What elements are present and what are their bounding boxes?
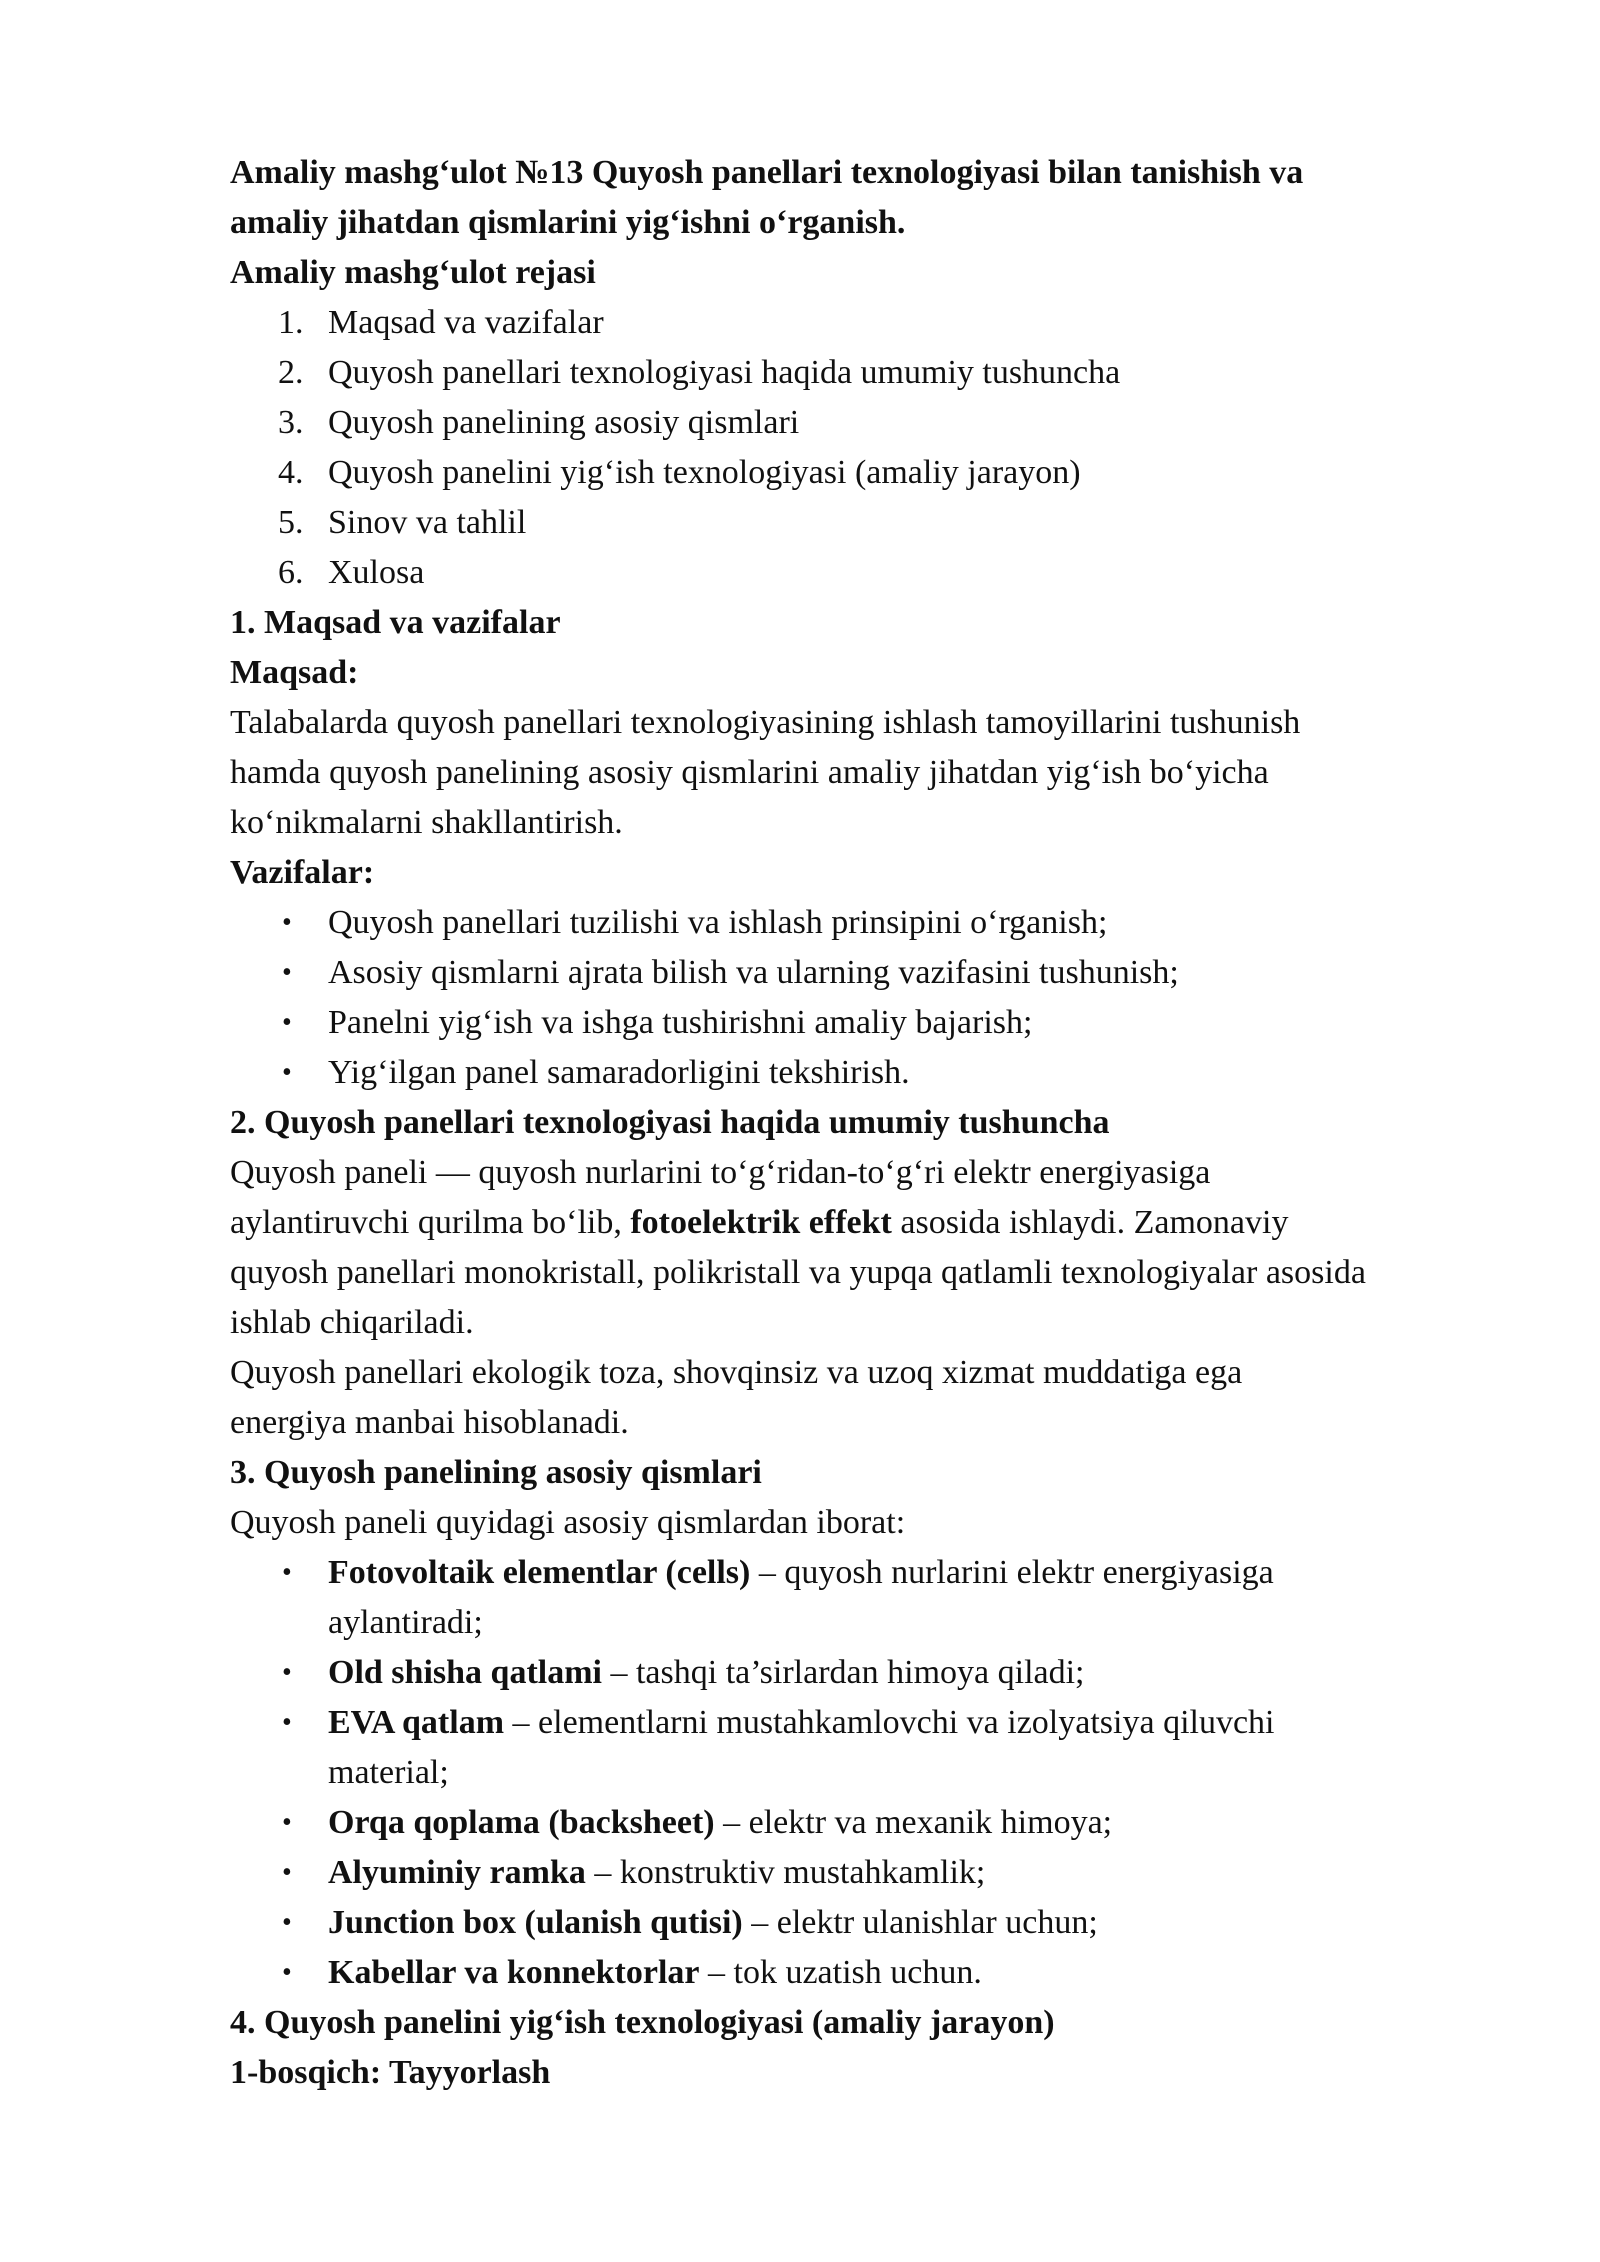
part-description-cont: material; (328, 1754, 449, 1791)
list-item (230, 1548, 1520, 1648)
bullet-icon: • (282, 957, 292, 988)
list-item-text: Quyosh panellari tuzilishi va ishlash prinsipini o‘rganish; (328, 904, 1108, 941)
list-item (230, 1048, 1520, 1098)
list-item (230, 1698, 1520, 1798)
document-title-line-2: amaliy jihatdan qismlarini yig‘ishni o‘rganish. (230, 204, 906, 241)
paragraph-line: quyosh panellari monokristall, polikristall va yupqa qatlamli texnologiyalar asosida (230, 1254, 1366, 1291)
bullet-icon: • (282, 1857, 292, 1888)
paragraph-line: Quyosh paneli — quyosh nurlarini to‘g‘ridan-to‘g‘ri elektr energiyasiga (230, 1154, 1211, 1191)
part-description: – konstruktiv mustahkamlik; (585, 1854, 986, 1891)
part-term: Kabellar va konnektorlar (328, 1954, 700, 1991)
list-item (230, 898, 1520, 948)
document-page (230, 148, 1520, 2098)
list-item (230, 1798, 1520, 1848)
paragraph-text: aylantiruvchi qurilma bo‘lib, (230, 1204, 631, 1241)
parts-list (230, 1548, 1520, 1998)
paragraph-line: ishlab chiqariladi. (230, 1304, 474, 1341)
part-description: – quyosh nurlarini elektr energiyasiga (750, 1554, 1274, 1591)
list-number: 5. (278, 504, 304, 541)
list-item-text: Asosiy qismlarni ajrata bilish va ularning vazifasini tushunish; (328, 954, 1179, 991)
bullet-icon: • (282, 1807, 292, 1838)
paragraph-line: energiya manbai hisoblanadi. (230, 1404, 629, 1441)
part-description: – tashqi ta’sirlardan himoya qiladi; (601, 1654, 1085, 1691)
part-term: Junction box (ulanish qutisi) (328, 1904, 743, 1941)
tasks-label: Vazifalar: (230, 854, 375, 891)
part-description: – elektr va mexanik himoya; (714, 1804, 1113, 1841)
list-item-text: Sinov va tahlil (328, 504, 527, 541)
list-item-text: Quyosh panelini yig‘ish texnologiyasi (amaliy jarayon) (328, 454, 1081, 491)
list-item (230, 398, 1520, 448)
list-item-text: Quyosh panelining asosiy qismlari (328, 404, 800, 441)
list-number: 2. (278, 354, 304, 391)
section-3-heading: 3. Quyosh panelining asosiy qismlari (230, 1454, 762, 1491)
list-item (230, 1898, 1520, 1948)
list-item (230, 348, 1520, 398)
bullet-icon: • (282, 1907, 292, 1938)
bullet-icon: • (282, 1057, 292, 1088)
list-item-text: Xulosa (328, 554, 425, 591)
list-number: 3. (278, 404, 304, 441)
list-item (230, 548, 1520, 598)
section-2-heading: 2. Quyosh panellari texnologiyasi haqida umumiy tushuncha (230, 1104, 1110, 1141)
bullet-icon: • (282, 907, 292, 938)
section-3-intro: Quyosh paneli quyidagi asosiy qismlardan iborat: (230, 1504, 906, 1541)
part-description: – elektr ulanishlar uchun; (742, 1904, 1098, 1941)
part-term: Alyuminiy ramka (328, 1854, 586, 1891)
bullet-icon: • (282, 1557, 292, 1588)
step-1-heading: 1-bosqich: Tayyorlash (230, 2054, 551, 2091)
list-item-text: Quyosh panellari texnologiyasi haqida umumiy tushuncha (328, 354, 1121, 391)
part-term: Fotovoltaik elementlar (cells) (328, 1554, 751, 1591)
paragraph-line: Quyosh panellari ekologik toza, shovqinsiz va uzoq xizmat muddatiga ega (230, 1354, 1243, 1391)
goal-text-line: ko‘nikmalarni shakllantirish. (230, 804, 623, 841)
part-term: EVA qatlam (328, 1704, 505, 1741)
list-item (230, 1648, 1520, 1698)
list-item (230, 998, 1520, 1048)
part-term: Old shisha qatlami (328, 1654, 602, 1691)
plan-heading: Amaliy mashg‘ulot rejasi (230, 254, 596, 291)
list-item (230, 1948, 1520, 1998)
section-4-heading: 4. Quyosh panelini yig‘ish texnologiyasi (amaliy jarayon) (230, 2004, 1055, 2041)
goal-text-line: hamda quyosh panelining asosiy qismlarini amaliy jihatdan yig‘ish bo‘yicha (230, 754, 1269, 791)
paragraph-line (230, 1198, 1520, 1248)
section-1-heading: 1. Maqsad va vazifalar (230, 604, 561, 641)
paragraph-text: asosida ishlaydi. Zamonaviy (891, 1204, 1289, 1241)
bullet-icon: • (282, 1957, 292, 1988)
list-item (230, 948, 1520, 998)
list-number: 4. (278, 454, 304, 491)
list-item-text: Maqsad va vazifalar (328, 304, 604, 341)
list-item-text: Panelni yig‘ish va ishga tushirishni amaliy bajarish; (328, 1004, 1033, 1041)
part-description: – tok uzatish uchun. (699, 1954, 982, 1991)
bullet-icon: • (282, 1707, 292, 1738)
list-item (230, 498, 1520, 548)
list-item (230, 1848, 1520, 1898)
list-item (230, 298, 1520, 348)
part-term: Orqa qoplama (backsheet) (328, 1804, 715, 1841)
document-title-line-1: Amaliy mashg‘ulot №13 Quyosh panellari texnologiyasi bilan tanishish va (230, 154, 1304, 191)
list-number: 6. (278, 554, 304, 591)
list-item (230, 448, 1520, 498)
goal-label: Maqsad: (230, 654, 359, 691)
part-description: – elementlarni mustahkamlovchi va izolyatsiya qiluvchi (504, 1704, 1275, 1741)
part-description-cont: aylantiradi; (328, 1604, 483, 1641)
plan-list (230, 298, 1520, 598)
bullet-icon: • (282, 1657, 292, 1688)
list-number: 1. (278, 304, 304, 341)
list-item-text: Yig‘ilgan panel samaradorligini tekshirish. (328, 1054, 910, 1091)
bullet-icon: • (282, 1007, 292, 1038)
tasks-list (230, 898, 1520, 1098)
goal-text-line: Talabalarda quyosh panellari texnologiyasining ishlash tamoyillarini tushunish (230, 704, 1301, 741)
bold-term: fotoelektrik effekt (630, 1204, 892, 1241)
